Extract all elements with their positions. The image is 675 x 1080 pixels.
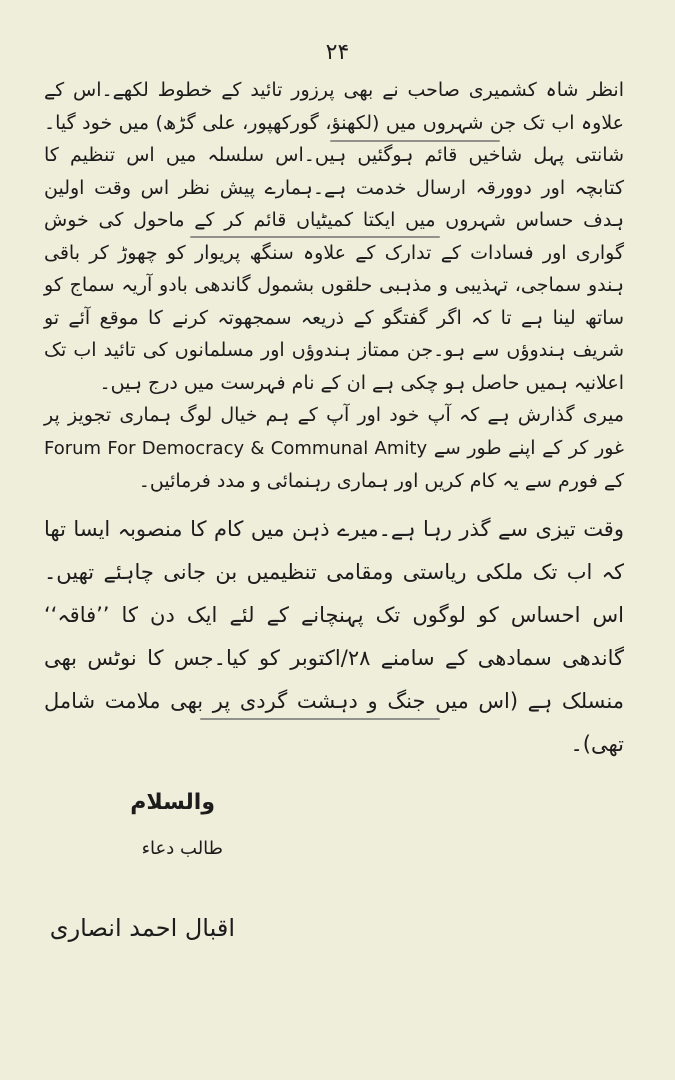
salutation: والسلام <box>130 790 215 815</box>
paragraph-2-text-start: میری گذارش ہے کہ آپ خود اور آپ کے ہم خیال لوگ ہماری تجویز پر غور کر کے اپنے طور سے <box>44 404 624 459</box>
paragraph-2-text-end: کے فورم سے یہ کام کریں اور ہماری رہنمائی و مدد فرمائیں۔ <box>138 470 624 492</box>
paragraph-1: انظر شاہ کشمیری صاحب نے بھی پرزور تائید کے خطوط لکھے۔اس کے علاوہ اب تک جن شہروں میں (لکھنؤ، گورکھپور، علی گڑھ) میں خود گیا۔شانتی پہل شاخیں قائم ہوگئیں ہیں۔اس سلسلہ میں اس تنظیم کا کتابچہ اور دوورقہ ارسال خدمت ہے۔ہمارے پیش نظر اس وقت اولین ہدف حساس شہروں میں ایکتا کمیٹیاں قائم کر کے ماحول کی خوش گواری اور فسادات کے تدارک کے علاوہ سنگھ پریوار کو چھوڑ کر باقی ہندو سماجی، تہذیبی و مذہبی حلقوں بشمول گاندھی بادو آریہ سماج کو ساتھ لینا ہے تا کہ اگر گفتگو کے ذریعہ سمجھوتہ کرنے کا موقع آئے تو شریف ہندوؤں سے ہو۔جن ممتاز ہندوؤں اور مسلمانوں کی تائید اب تک اعلانیہ ہمیں حاصل ہو چکی ہے ان کے نام فہرست میں درج ہیں۔ <box>44 79 624 394</box>
page-number: ۲۴ <box>325 40 350 65</box>
paragraph-2 <box>44 399 624 498</box>
closing-phrase: طالب دعاء <box>141 838 223 859</box>
pen-underline-mark <box>200 718 440 720</box>
forum-name: Forum For Democracy & Communal Amity <box>44 437 428 459</box>
signature: اقبال احمد انصاری <box>49 914 235 942</box>
letter-body <box>44 74 624 766</box>
paragraph-3: وقت تیزی سے گذر رہا ہے۔میرے ذہن میں کام کا منصوبہ ایسا تھا کہ اب تک ملکی ریاستی ومقامی تنظیمیں بن جانی چاہئے تھیں۔اس احساس کو لوگوں تک پہنچانے کے لئے ایک دن کا ’’فاقہ‘‘ گاندھی سمادھی کے سامنے ۲۸/اکتوبر کو کیا۔جس کا نوٹس بھی منسلک ہے (اس میں جنگ و دہشت گردی پر بھی ملامت شامل تھی)۔ <box>44 516 624 756</box>
pen-underline-mark <box>330 140 500 142</box>
pen-underline-mark <box>190 236 440 238</box>
